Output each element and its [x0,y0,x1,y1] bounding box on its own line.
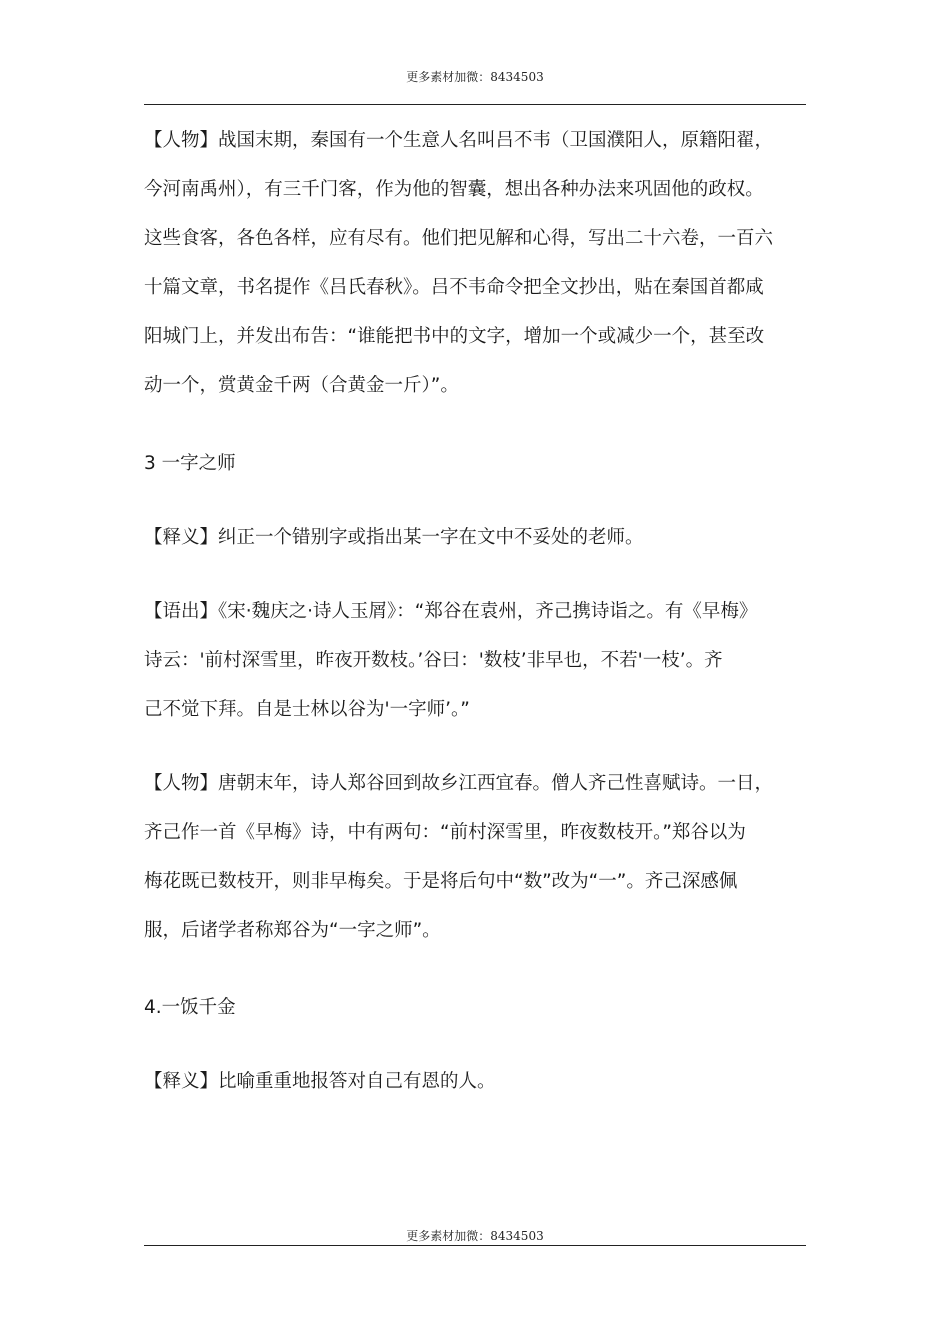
text-line: 阳城门上，并发出布告：“谁能把书中的文字，增加一个或减少一个，甚至改 [144,326,765,347]
paragraph-lu-buwei-story [144,116,808,410]
paragraph-source [144,587,808,734]
text-line: 动一个，赏黄金千两（合黄金一斤）”。 [144,375,459,396]
page-footer: 更多素材加微：8434503 [406,1229,544,1243]
text-line: 诗云：'前村深雪里，昨夜开数枝。’谷曰：'数枝’非早也，不若'一枝’。齐 [144,650,723,671]
page-header: 更多素材加微：8434503 [406,70,544,84]
section-heading-4: 4.一饭千金 [144,997,236,1018]
header-divider [144,104,806,105]
text-line: 这些食客，各色各样，应有尽有。他们把见解和心得，写出二十六卷，一百六 [144,228,774,249]
text-line: 己不觉下拜。自是士林以谷为'一字师’。” [144,699,470,720]
text-line: 十篇文章，书名提作《吕氏春秋》。吕不韦命令把全文抄出，贴在秦国首都咸 [144,277,764,298]
text-line: 【释义】纠正一个错别字或指出某一字在文中不妥处的老师。 [144,527,644,548]
text-line: 今河南禹州），有三千门客，作为他的智囊，想出各种办法来巩固他的政权。 [144,179,764,200]
section-heading-3: 3 一字之师 [144,453,236,474]
text-line: 【人物】唐朝末年，诗人郑谷回到故乡江西宜春。僧人齐己性喜赋诗。一日， [144,773,774,794]
text-line: 服，后诸学者称郑谷为“一字之师”。 [144,920,441,941]
text-line: 齐己作一首《早梅》诗，中有两句：“前村深雪里，昨夜数枝开。”郑谷以为 [144,822,746,843]
paragraph-zheng-gu-story [144,759,808,955]
text-line: 【语出】《宋·魏庆之·诗人玉屑》：“郑谷在袁州，齐己携诗诣之。有《早梅》 [144,601,758,622]
text-line: 梅花既已数枝开，则非早梅矣。于是将后句中“数”改为“一”。齐己深感佩 [144,871,738,892]
paragraph-definition [144,513,808,562]
text-line: 【人物】战国末期，秦国有一个生意人名叫吕不韦（卫国濮阳人，原籍阳翟， [144,130,774,151]
paragraph-definition-2 [144,1057,808,1106]
text-line: 【释义】比喻重重地报答对自己有恩的人。 [144,1071,496,1092]
footer-divider [144,1245,806,1246]
